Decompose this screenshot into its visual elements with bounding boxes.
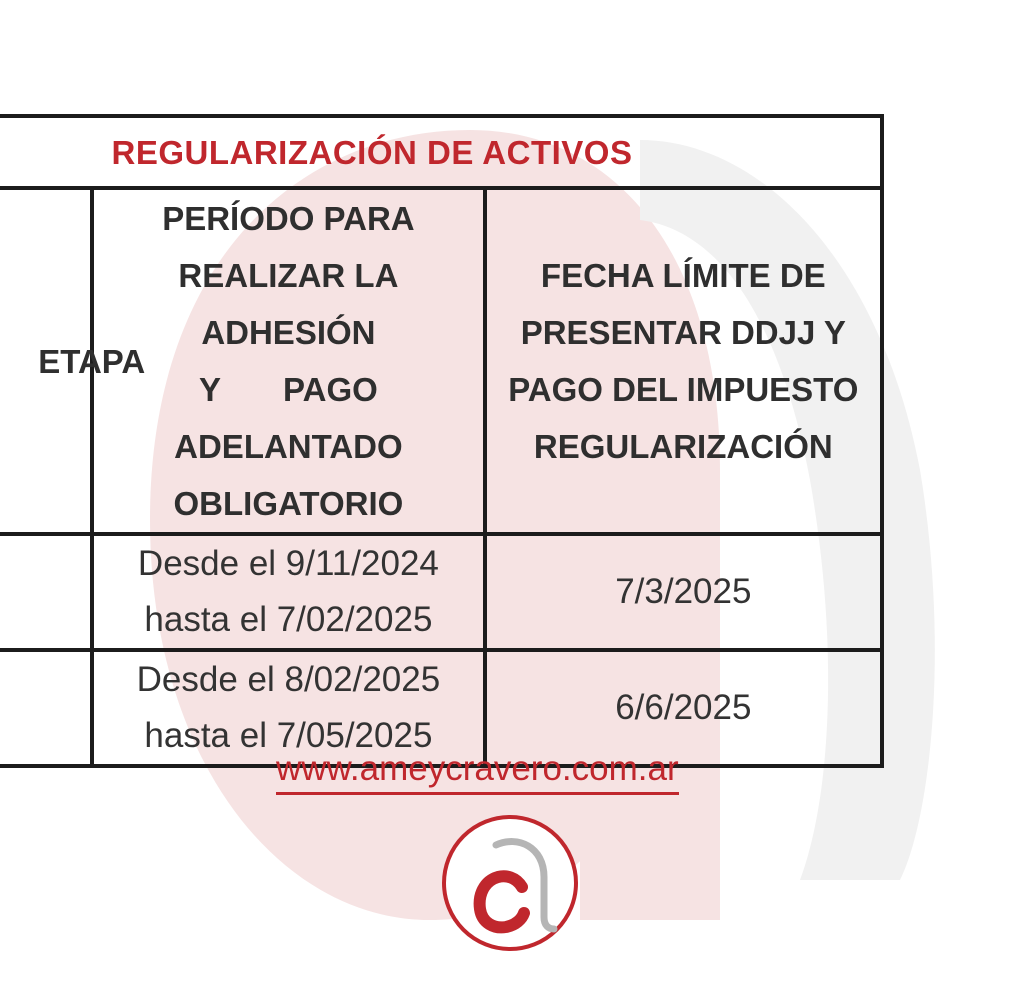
period-line: Desde el 8/02/2025 — [136, 660, 441, 699]
stage-cell — [0, 650, 92, 766]
header-deadline-line: PAGO DEL IMPUESTO — [508, 371, 859, 408]
stage-cell — [0, 534, 92, 650]
assets-regularization-table — [0, 114, 884, 768]
period-line: hasta el 7/02/2025 — [144, 600, 433, 639]
header-period-line: OBLIGATORIO — [173, 485, 404, 522]
header-period-line: Y PAGO — [199, 371, 378, 408]
header-period — [92, 188, 484, 534]
table-row — [0, 534, 882, 650]
deadline-cell: 7/3/2025 — [485, 534, 882, 650]
brand-logo-icon — [436, 813, 586, 955]
header-period-line: ADELANTADO — [174, 428, 403, 465]
header-period-line: REALIZAR LA ADHESIÓN — [178, 257, 399, 351]
header-deadline-line: REGULARIZACIÓN — [533, 428, 833, 465]
period-cell — [92, 534, 484, 650]
period-line: hasta el 7/05/2025 — [144, 716, 433, 755]
header-deadline — [485, 188, 882, 534]
table-title: REGULARIZACIÓN DE ACTIVOS — [0, 116, 882, 188]
header-period-line: PERÍODO PARA — [162, 200, 415, 237]
header-deadline-line: PRESENTAR DDJJ Y — [520, 314, 846, 351]
header-stage: ETAPA — [0, 188, 92, 534]
deadline-cell: 6/6/2025 — [485, 650, 882, 766]
header-deadline-line: FECHA LÍMITE DE — [540, 257, 826, 294]
period-line: Desde el 9/11/2024 — [137, 544, 439, 583]
website-link[interactable]: www.ameycravero.com.ar — [276, 748, 679, 795]
